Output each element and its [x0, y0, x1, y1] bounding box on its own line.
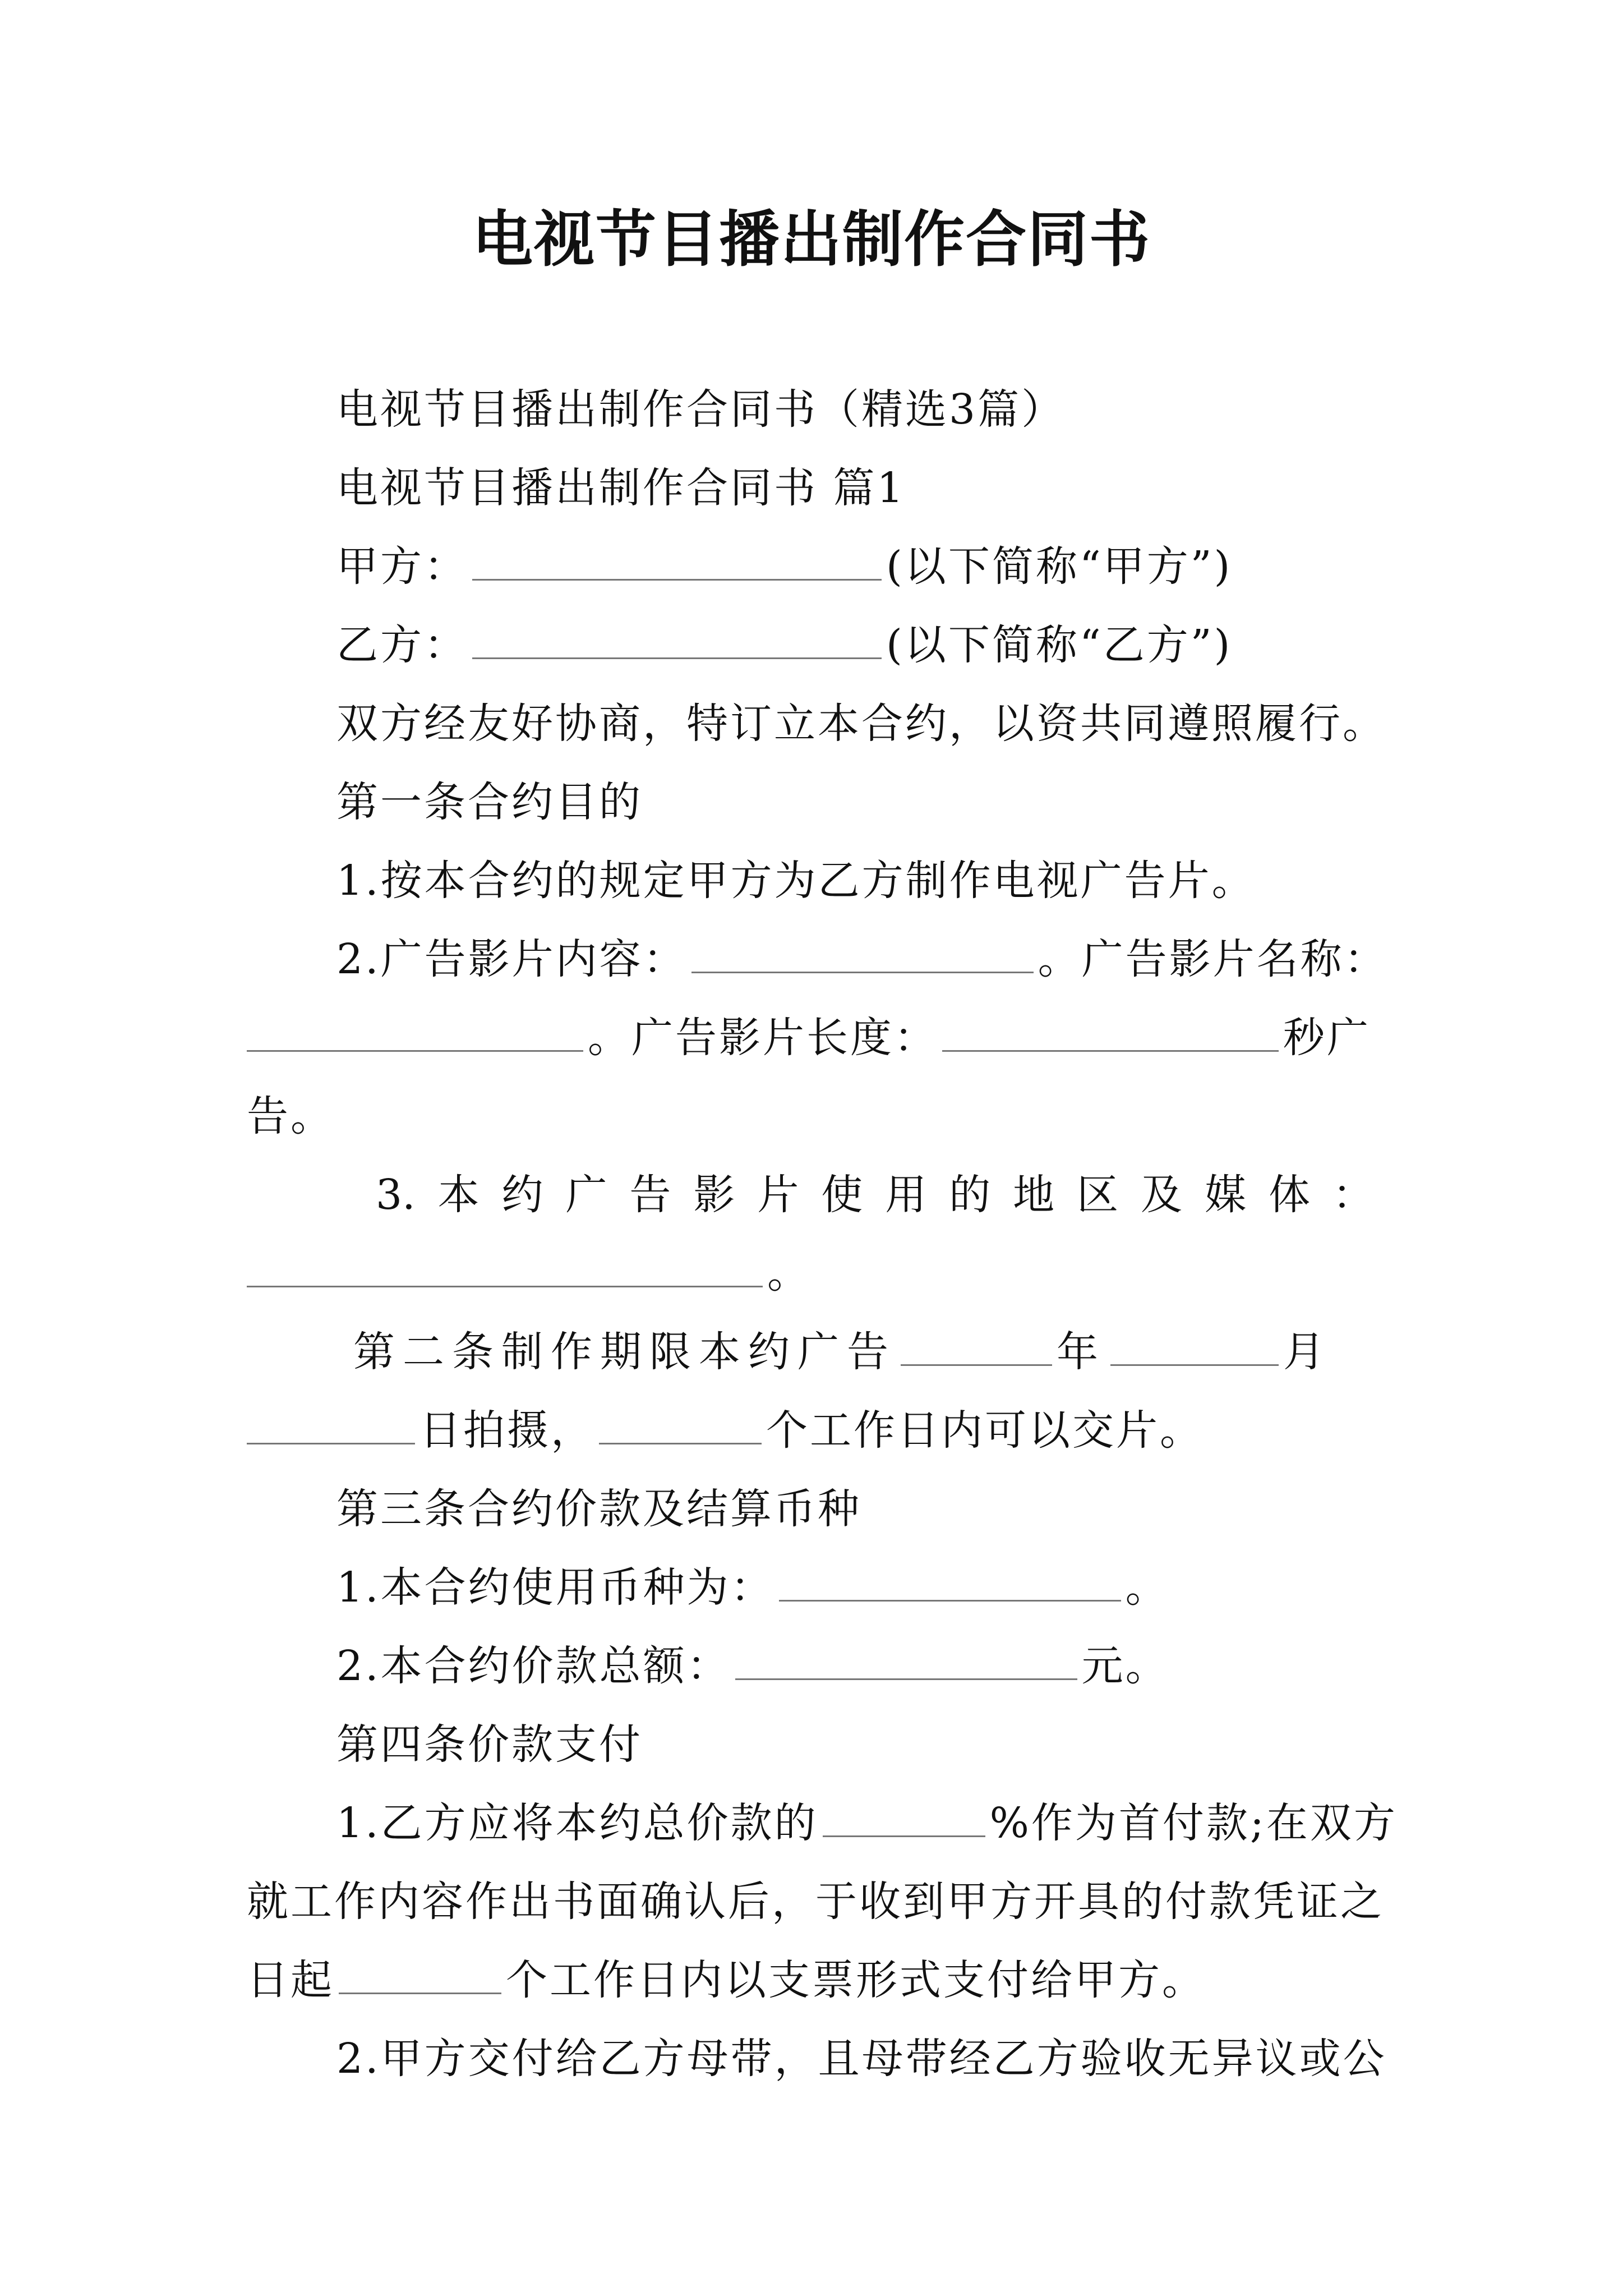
- usage-region-char: 本: [437, 1171, 479, 1219]
- usage-region-char: 的: [949, 1171, 991, 1219]
- total-price-blank: [735, 1642, 1077, 1680]
- usage-region-char: 用: [885, 1171, 927, 1219]
- usage-region-char: 地: [1013, 1171, 1055, 1219]
- party-a-line: [336, 539, 1396, 595]
- usage-region-char: 影: [693, 1171, 735, 1219]
- total-price-label: 2.本合约价款总额：: [336, 1642, 731, 1690]
- down-payment-label: 1.乙方应将本约总价款的: [336, 1799, 818, 1847]
- usage-region-char: 媒: [1205, 1171, 1246, 1219]
- period-mark: 。: [767, 1249, 811, 1297]
- percent-blank: [823, 1800, 985, 1837]
- currency-line: [336, 1559, 1396, 1616]
- usage-region-char: 3.: [376, 1171, 416, 1219]
- usage-region-char: 及: [1141, 1171, 1183, 1219]
- total-price-line: [336, 1638, 1396, 1694]
- currency-unit: 元。: [1081, 1642, 1169, 1690]
- production-period-line: [353, 1324, 1391, 1380]
- usage-region-char: 使: [821, 1171, 863, 1219]
- shooting-date-line: [247, 1402, 1396, 1458]
- ad-length-label: 。广告影片长度：: [588, 1014, 938, 1062]
- usage-region-char: 广: [565, 1171, 607, 1219]
- ad-name-label: 。广告影片名称：: [1038, 935, 1388, 983]
- ad-length-unit: 秒广: [1283, 1014, 1371, 1062]
- currency-blank: [779, 1564, 1121, 1602]
- ad-name-blank: [247, 1014, 583, 1052]
- article-heading: 第一条合约目的: [336, 778, 643, 826]
- payment-days-line: [247, 1952, 1396, 2008]
- party-b-label: 乙方：: [336, 621, 468, 669]
- month-blank: [1110, 1328, 1279, 1366]
- usage-region-char: 区: [1077, 1171, 1119, 1219]
- payment-method-label: 个工作日内以支票形式支付给甲方。: [506, 1956, 1206, 2004]
- usage-region-char: ：: [1332, 1171, 1374, 1219]
- workdays-blank: [599, 1407, 762, 1444]
- usage-region-char: 约: [501, 1171, 543, 1219]
- delivery-label: 个工作日内可以交片。: [766, 1406, 1204, 1455]
- ad-content-blank: [691, 936, 1034, 973]
- party-a-label: 甲方：: [336, 542, 468, 591]
- usage-region-char: 告: [629, 1171, 671, 1219]
- paragraph-line: 双方经友好协商，特订立本合约，以资共同遵照履行。: [336, 700, 1386, 748]
- usage-region-blank-line: [247, 1245, 1396, 1301]
- party-a-note: (以下简称“甲方”): [886, 542, 1233, 591]
- ad-content-label: 2.广告影片内容：: [336, 935, 687, 983]
- section-heading: 电视节目播出制作合同书 篇1: [336, 464, 906, 512]
- article-heading: 第四条价款支付: [336, 1720, 643, 1769]
- payment-days-label: 日起: [247, 1956, 334, 2004]
- ad-length-blank: [942, 1014, 1279, 1052]
- ad-content-line: [336, 931, 1396, 987]
- party-b-line: [336, 617, 1396, 673]
- year-label: 年: [1057, 1328, 1106, 1376]
- document-title: 电视节目播出制作合同书: [472, 204, 1151, 275]
- currency-label: 1.本合约使用币种为：: [336, 1563, 774, 1612]
- down-payment-note: %作为首付款;在双方: [989, 1799, 1398, 1847]
- article-heading: 第三条合约价款及结算币种: [336, 1485, 861, 1533]
- party-b-blank: [472, 622, 882, 659]
- subtitle-line: 电视节目播出制作合同书（精选3篇）: [336, 385, 1066, 434]
- usage-region-char: 体: [1268, 1171, 1310, 1219]
- payment-days-blank: [339, 1957, 501, 1994]
- production-period-label: 第二条制作期限本约广告: [353, 1328, 896, 1376]
- party-a-blank: [472, 543, 882, 581]
- party-b-note: (以下简称“乙方”): [886, 621, 1233, 669]
- paragraph-line: 告。: [247, 1092, 334, 1140]
- day-blank: [247, 1407, 415, 1444]
- ad-length-line: [247, 1010, 1396, 1066]
- month-label: 月: [1283, 1328, 1332, 1376]
- usage-region-blank: [247, 1250, 763, 1287]
- paragraph-line: 1.按本合约的规定甲方为乙方制作电视广告片。: [336, 857, 1256, 905]
- period-mark: 。: [1125, 1563, 1169, 1612]
- shooting-label: 日拍摄，: [419, 1406, 594, 1455]
- paragraph-line: 2.甲方交付给乙方母带，且母带经乙方验收无异议或公: [336, 2035, 1387, 2083]
- down-payment-line: [336, 1795, 1396, 1851]
- usage-region-line: [376, 1167, 1374, 1223]
- paragraph-line: 就工作内容作出书面确认后，于收到甲方开具的付款凭证之: [247, 1878, 1384, 1926]
- usage-region-char: 片: [757, 1171, 799, 1219]
- year-blank: [901, 1328, 1052, 1366]
